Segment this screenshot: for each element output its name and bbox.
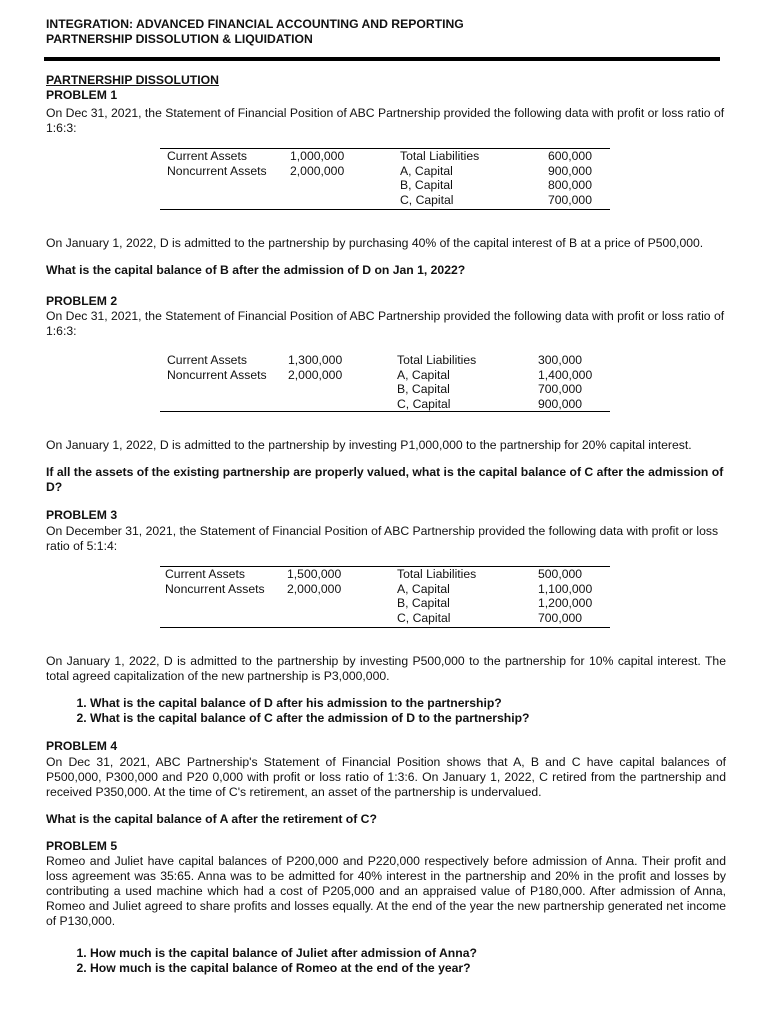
header-rule: [44, 57, 720, 61]
problem-5-body: Romeo and Juliet have capital balances of P200,000 and P220,000 respectively before admission of Anna. Their profit and loss agreement was 35:65. Anna was to be admitted for 40% interest in the partnership and 20% in the profit and losses by contributing a used machine which had a cost of P205,000 and an appraised value of P180,000. After admission of Anna, Romeo and Juliet agreed to share profits and losses equally. At the end of the year the new partnership generated net income of P130,000.: [46, 854, 726, 928]
asset-values: [287, 567, 341, 596]
asset-value: 1,500,000: [287, 567, 342, 581]
statement-bottom-rule: [160, 209, 610, 210]
question-item: 2. How much is the capital balance of Romeo at the end of the year?: [90, 961, 477, 976]
asset-value: 2,000,000: [287, 581, 342, 596]
claim-value: 700,000: [547, 192, 592, 207]
problem-1-question: What is the capital balance of B after the admission of D on Jan 1, 2022?: [46, 263, 466, 277]
asset-value: 1,000,000: [290, 149, 345, 163]
claim-values: [538, 567, 592, 625]
problem-5-title: PROBLEM 5: [46, 839, 118, 853]
problem-1-intro: On Dec 31, 2021, the Statement of Financial Position of ABC Partnership provided the following data with profit or loss ratio of 1:6:3:: [46, 106, 725, 135]
problem-4-title: PROBLEM 4: [46, 739, 118, 753]
claim-label: Total Liabilities: [400, 149, 480, 163]
claim-labels: [397, 567, 476, 625]
asset-values: [288, 353, 342, 382]
claim-value: 600,000: [547, 149, 592, 163]
problem-2-statement: [160, 352, 610, 412]
claim-values: [538, 353, 592, 411]
question-item: 1. How much is the capital balance of Juliet after admission of Anna?: [90, 946, 477, 961]
problem-1-scenario: On January 1, 2022, D is admitted to the partnership by purchasing 40% of the capital interest of B at a price of P500,000.: [46, 236, 704, 250]
claim-labels: [397, 353, 476, 411]
problem-5-questions: [68, 946, 477, 976]
claim-value: 1,200,000: [538, 596, 593, 611]
asset-label: Current Assets: [165, 567, 245, 581]
problem-2-scenario: On January 1, 2022, D is admitted to the partnership by investing P1,000,000 to the partnership for 20% capital interest.: [46, 438, 692, 452]
claim-label: B, Capital: [400, 178, 453, 193]
asset-label: Noncurrent Assets: [167, 163, 267, 178]
asset-labels: [167, 149, 267, 178]
claim-value: 1,100,000: [538, 581, 593, 596]
claim-value: 700,000: [538, 382, 583, 397]
problem-3-questions: [68, 696, 530, 726]
claim-label: Total Liabilities: [397, 567, 477, 581]
asset-labels: [167, 353, 267, 382]
claim-labels: [400, 149, 479, 207]
problem-3-intro: On December 31, 2021, the Statement of Financial Position of ABC Partnership provided the following data with profit or loss ratio of 5:1:4:: [46, 524, 719, 553]
question-item: 1. What is the capital balance of D after his admission to the partnership?: [90, 696, 530, 711]
problem-4-body: On Dec 31, 2021, ABC Partnership's Statement of Financial Position shows that A, B and C have capital balances of P500,000, P300,000 and P20 0,000 with profit or loss ratio of 1:3:6. On January 1, 2022, C retired from the partnership and received P350,000. At the time of C's retirement, an asset of the partnership is undervalued.: [46, 755, 726, 799]
topic-title: PARTNERSHIP DISSOLUTION & LIQUIDATION: [46, 32, 313, 46]
document-header: [46, 17, 464, 47]
problem-2-intro: On Dec 31, 2021, the Statement of Financial Position of ABC Partnership provided the following data with profit or loss ratio of 1:6:3:: [46, 309, 725, 338]
problem-2-question: If all the assets of the existing partnership are properly valued, what is the capital balance of C after the admission of D?: [46, 465, 724, 494]
asset-value: 2,000,000: [290, 163, 345, 178]
problem-3-statement: [160, 566, 610, 628]
section-title: PARTNERSHIP DISSOLUTION: [46, 73, 219, 87]
claim-value: 900,000: [538, 396, 583, 411]
question-item: 2. What is the capital balance of C after the admission of D to the partnership?: [90, 711, 530, 726]
asset-label: Noncurrent Assets: [165, 581, 265, 596]
claim-value: 300,000: [538, 353, 583, 367]
statement-bottom-rule: [160, 627, 610, 628]
problem-1-statement: [160, 148, 610, 210]
claim-values: [520, 149, 592, 207]
claim-label: A, Capital: [397, 367, 450, 382]
problem-1-title: PROBLEM 1: [46, 88, 118, 102]
claim-label: Total Liabilities: [397, 353, 477, 367]
asset-label: Noncurrent Assets: [167, 367, 267, 382]
asset-values: [290, 149, 344, 178]
asset-label: Current Assets: [167, 353, 247, 367]
claim-value: 1,400,000: [538, 367, 593, 382]
claim-label: A, Capital: [400, 163, 453, 178]
problem-4-question: What is the capital balance of A after the retirement of C?: [46, 812, 377, 826]
claim-value: 800,000: [547, 178, 592, 193]
claim-value: 900,000: [547, 163, 592, 178]
course-title: INTEGRATION: ADVANCED FINANCIAL ACCOUNTING AND REPORTING: [46, 17, 464, 31]
claim-value: 500,000: [538, 567, 583, 581]
claim-value: 700,000: [538, 610, 583, 625]
claim-label: C, Capital: [397, 396, 451, 411]
asset-label: Current Assets: [167, 149, 247, 163]
asset-value: 1,300,000: [288, 353, 343, 367]
claim-label: C, Capital: [397, 610, 451, 625]
problem-3-title: PROBLEM 3: [46, 508, 118, 522]
problem-3-scenario: On January 1, 2022, D is admitted to the partnership by investing P500,000 to the partnership for 10% capital interest. The total agreed capitalization of the new partnership is P3,000,000.: [46, 654, 726, 683]
claim-label: B, Capital: [397, 382, 450, 397]
claim-label: A, Capital: [397, 581, 450, 596]
asset-labels: [165, 567, 265, 596]
statement-bottom-rule: [160, 411, 610, 412]
claim-label: B, Capital: [397, 596, 450, 611]
claim-label: C, Capital: [400, 192, 454, 207]
problem-2-title: PROBLEM 2: [46, 294, 118, 308]
asset-value: 2,000,000: [288, 367, 343, 382]
